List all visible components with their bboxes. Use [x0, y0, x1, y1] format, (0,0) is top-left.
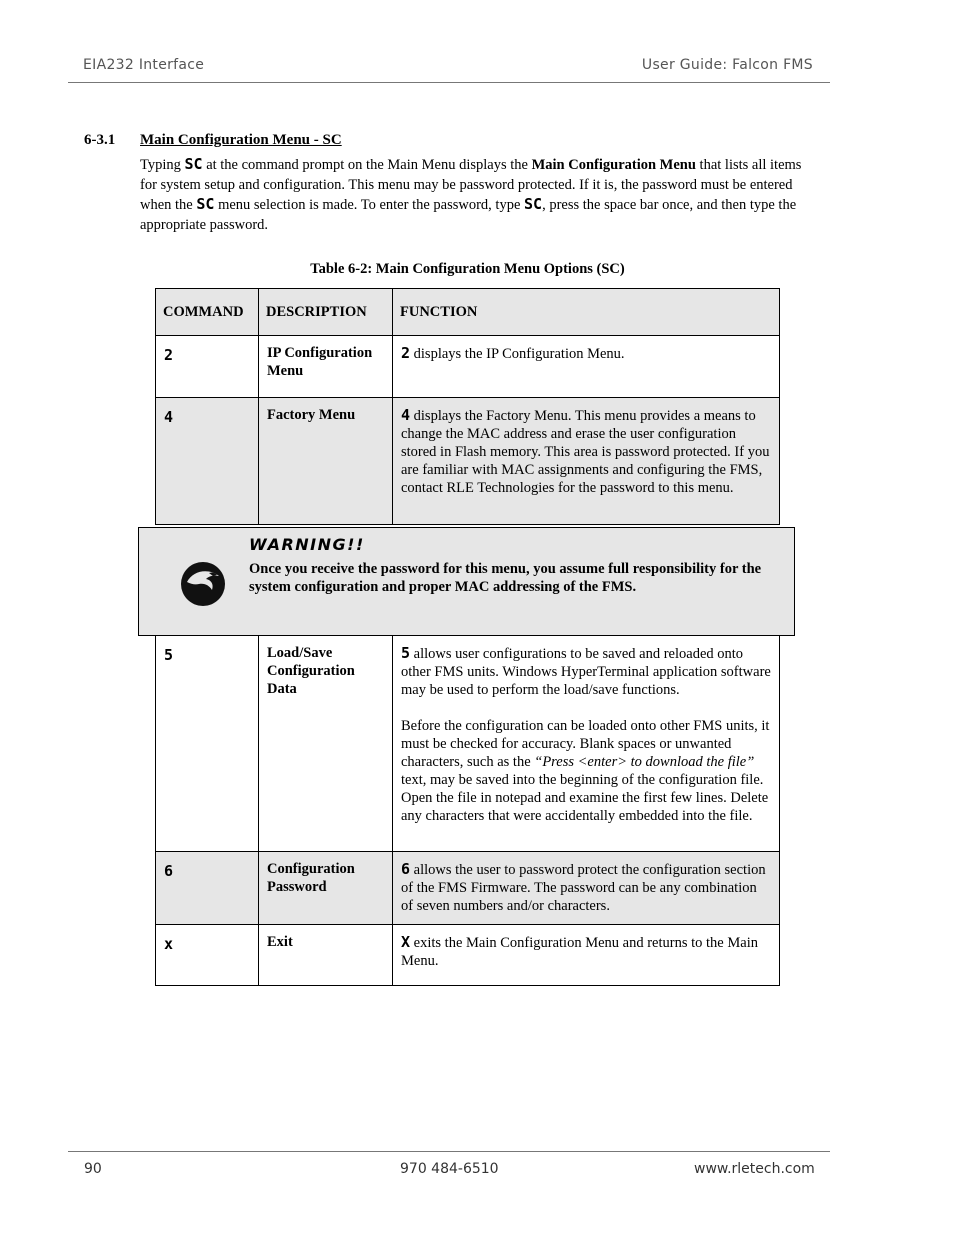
row-description: Factory Menu [267, 407, 356, 423]
warning-title: WARNING!! [249, 535, 365, 554]
options-table-bottom [155, 636, 780, 986]
page-number: 90 [84, 1161, 102, 1177]
section-title: Main Configuration Menu - SC [140, 132, 342, 148]
para-text: Typing [140, 157, 185, 173]
row-command: 5 [164, 646, 174, 664]
table-row [156, 398, 780, 525]
row-command: 6 [164, 861, 174, 880]
function-command: 6 [401, 859, 411, 878]
options-table-top [155, 288, 780, 525]
section-number: 6-3.1 [84, 132, 116, 148]
row-function [393, 636, 779, 831]
warning-box [138, 527, 795, 636]
header-rule [68, 82, 830, 83]
function-text: text, may be saved into the beginning of the configuration file. Open the file in notepad and examine the first few lines. Delete any characters that were accidentally embedded into the file. [401, 772, 769, 824]
table-row [156, 336, 780, 398]
row-description: IP Configuration Menu [267, 345, 373, 379]
function-text: displays the Factory Menu. This menu provides a means to change the MAC address and erase the user configuration stored in Flash memory. This area is password protected. If you are familiar with MAC assignments and configuring the FMS, contact RLE Technologies for the password to this menu. [401, 408, 770, 496]
function-text: displays the IP Configuration Menu. [410, 346, 625, 362]
column-header-description: DESCRIPTION [266, 304, 367, 320]
row-description: Load/Save Configuration Data [267, 645, 355, 697]
command-sc: SC [184, 155, 203, 173]
row-command: 2 [164, 346, 174, 364]
para-text: , press the space bar once, and then type the appropriate password. [140, 197, 797, 233]
page-header [83, 57, 813, 73]
function-text: exits the Main Configuration Menu and returns to the Main Menu. [401, 934, 758, 969]
row-function [393, 398, 779, 503]
function-text: Before the configuration can be loaded onto other FMS units, it must be checked for accuracy. Blank spaces or unwanted characters, such as the [401, 718, 770, 770]
footer-rule [68, 1151, 830, 1152]
table-row [156, 924, 780, 985]
table-caption: Table 6-2: Main Configuration Menu Options (SC) [310, 261, 625, 277]
para-text: that lists all items for system setup and configuration. This menu may be password protected. If it is, the password must be entered when the [140, 157, 802, 213]
footer-phone: 970 484-6510 [400, 1161, 499, 1177]
function-text: allows the user to password protect the configuration section of the FMS Firmware. The password can be any combination of seven numbers and/or characters. [401, 861, 766, 914]
function-italic: “Press <enter> to download the file” [534, 754, 755, 770]
row-command: 4 [164, 408, 174, 426]
function-command: 5 [401, 644, 411, 662]
table-row [156, 851, 780, 924]
header-left: EIA232 Interface [83, 57, 205, 73]
row-function [393, 336, 779, 369]
rle-hawk-logo-icon [179, 560, 227, 608]
para-text: menu selection is made. To enter the password, type [214, 197, 525, 213]
warning-text: Once you receive the password for this menu, you assume full responsibility for the system configuration and proper MAC addressing of the FMS. [249, 561, 762, 595]
table-header-row [156, 289, 780, 336]
command-sc: SC [524, 195, 543, 213]
function-command: 4 [401, 406, 411, 424]
row-description: Exit [267, 933, 293, 950]
row-function [393, 852, 779, 921]
function-command: X [401, 932, 411, 951]
command-sc: SC [196, 195, 215, 213]
section-paragraph [140, 155, 820, 235]
column-header-command: COMMAND [163, 304, 244, 320]
row-function [393, 925, 779, 976]
para-text: at the command prompt on the Main Menu displays the [202, 157, 532, 173]
footer-website[interactable]: www.rletech.com [694, 1161, 815, 1177]
function-text: allows user configurations to be saved and reloaded onto other FMS units. Windows HyperTerminal application software may be used to perform the load/save functions. [401, 646, 771, 698]
function-command: 2 [401, 344, 411, 362]
table-row [156, 636, 780, 851]
column-header-function: FUNCTION [400, 304, 478, 320]
para-bold: Main Configuration Menu [531, 157, 696, 173]
row-command: x [164, 934, 174, 953]
header-right: User Guide: Falcon FMS [641, 57, 813, 73]
row-description: Configuration Password [267, 860, 355, 895]
